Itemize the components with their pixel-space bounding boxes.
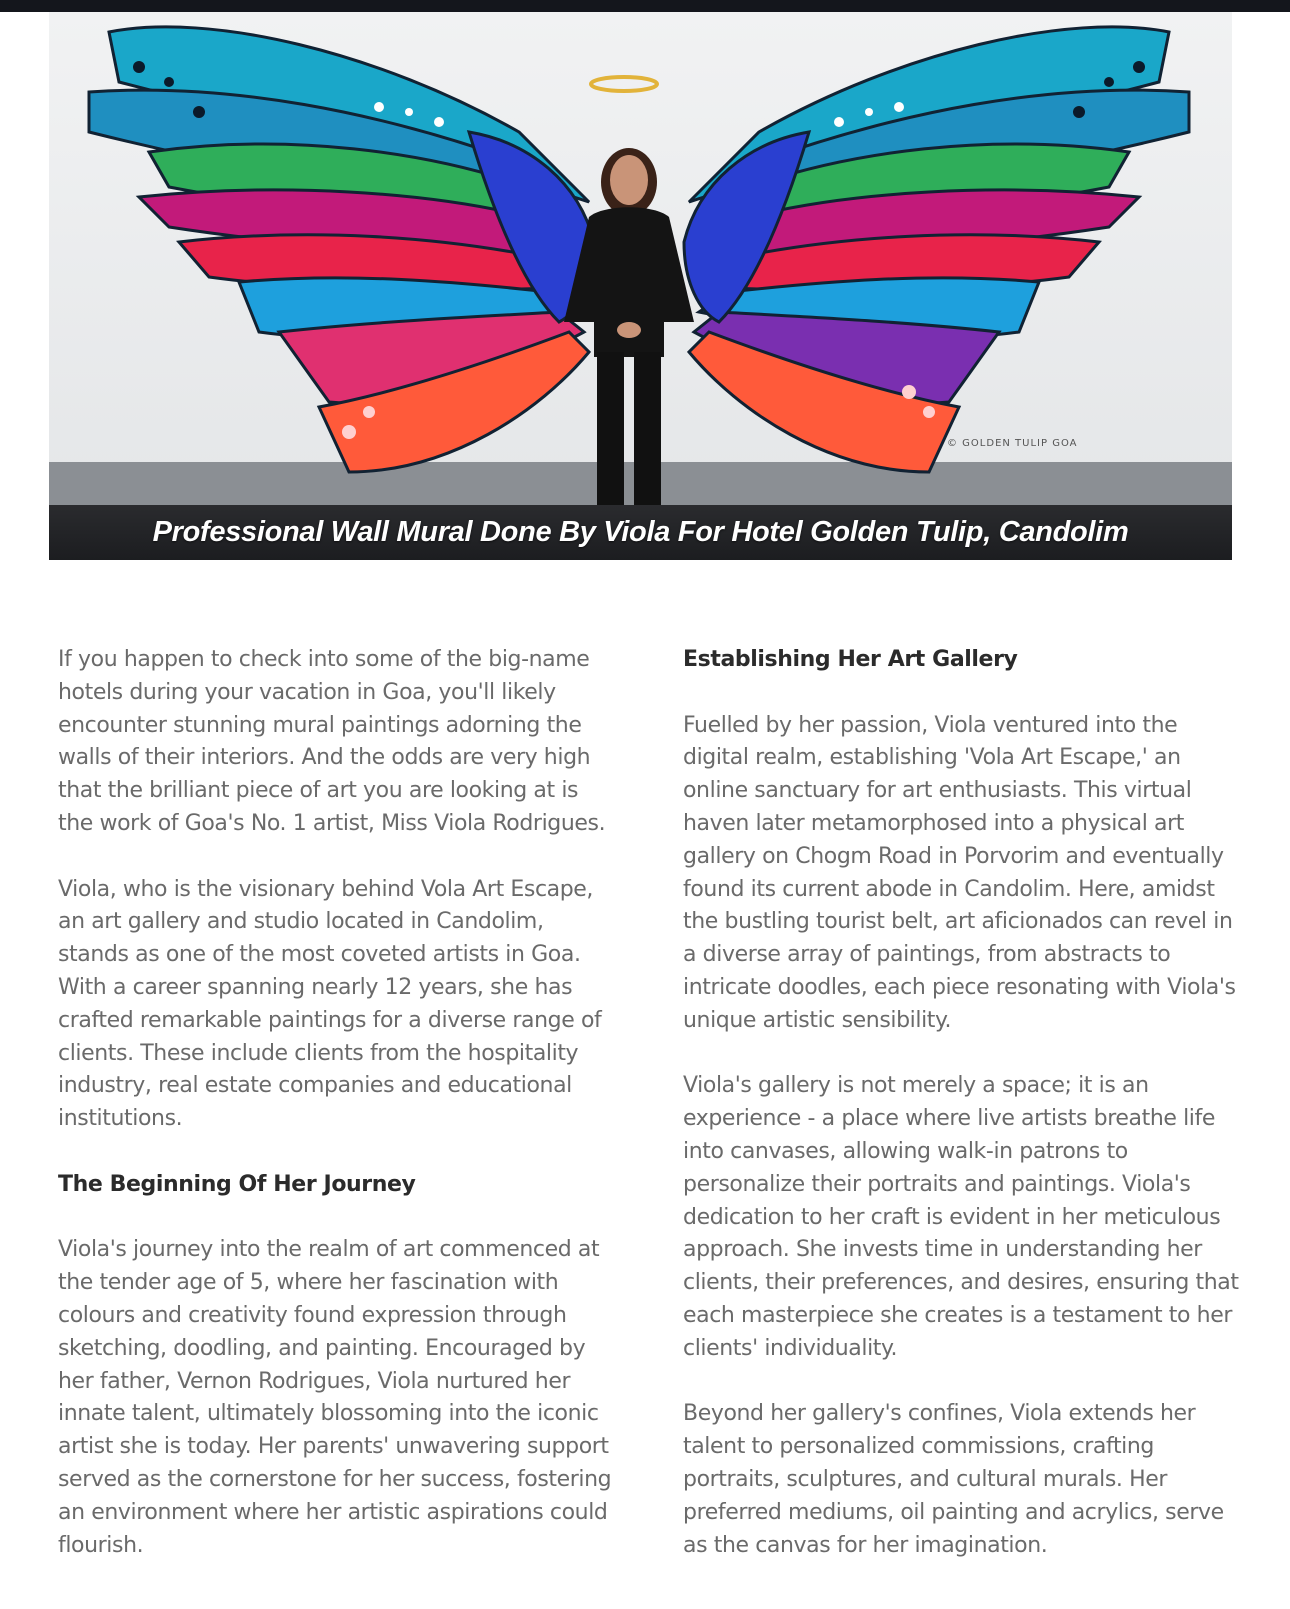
article-right-column <box>683 644 1248 1595</box>
hero-photo <box>49 12 1232 560</box>
intro-paragraph: If you happen to check into some of the big-name hotels during your vacation in Goa, you'll likely encounter stunning mural paintings adorning the walls of their interiors. And the odds are very high that the brilliant piece of art you are looking at is the work of Goa's No. 1 artist, Miss Viola Rodrigues. <box>58 647 606 836</box>
top-bar <box>0 0 1290 12</box>
article-left-column <box>58 644 618 1595</box>
image-caption: Professional Wall Mural Done By Viola For Hotel Golden Tulip, Candolim <box>152 516 1129 548</box>
image-caption-band <box>49 505 1232 560</box>
wings-mural-illustration <box>49 12 1232 560</box>
journey-paragraph: Viola's journey into the realm of art commenced at the tender age of 5, where her fascination with colours and creativity found expression through sketching, doodling, and painting. Encouraged by her father, Vernon Rodrigues, Viola nurtured her innate talent, ultimately blossoming into the iconic artist she is today. Her parents' unwavering support served as the cornerstone for her success, fostering an environment where her artistic aspirations could flourish. <box>58 1237 612 1558</box>
section-heading-beginning: The Beginning Of Her Journey <box>58 1171 416 1197</box>
experience-paragraph: Viola's gallery is not merely a space; it is an experience - a place where live artists breathe life into canvases, allowing walk-in patrons to personalize their portraits and paintings. Viola's dedication to her craft is evident in her meticulous approach. She invests time in understanding her clients, their preferences, and desires, ensuring that each masterpiece she creates is a testament to her clients' individuality. <box>683 1073 1239 1361</box>
section-heading-gallery: Establishing Her Art Gallery <box>683 647 1018 672</box>
commissions-paragraph: Beyond her gallery's confines, Viola extends her talent to personalized commissions, crafting portraits, sculptures, and cultural murals. Her preferred mediums, oil painting and acrylics, serve as the canvas for her imagination. <box>683 1401 1224 1558</box>
mural-watermark: © GOLDEN TULIP GOA <box>947 438 1078 449</box>
gallery-paragraph: Fuelled by her passion, Viola ventured into the digital realm, establishing 'Vola Art Escape,' an online sanctuary for art enthusiasts. This virtual haven later metamorphosed into a physical art gallery on Chogm Road in Porvorim and eventually found its current abode in Candolim. Here, amidst the bustling tourist belt, art aficionados can revel in a diverse array of paintings, from abstracts to intricate doodles, each piece resonating with Viola's unique artistic sensibility. <box>683 712 1236 1033</box>
about-viola-paragraph: Viola, who is the visionary behind Vola Art Escape, an art gallery and studio located in Candolim, stands as one of the most coveted artists in Goa. With a career spanning nearly 12 years, she has crafted remarkable paintings for a diverse range of clients. These include clients from the hospitality industry, real estate companies and educational institutions. <box>58 876 602 1132</box>
